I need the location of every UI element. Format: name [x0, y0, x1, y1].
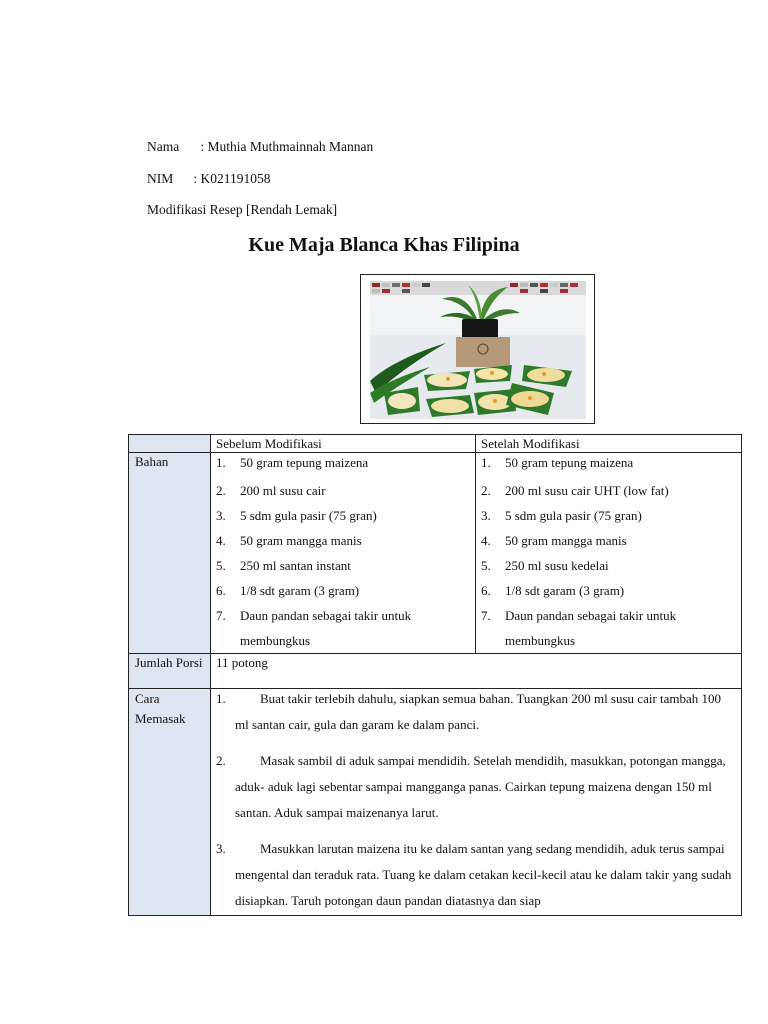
list-item: 2. Masak sambil di aduk sampai mendidih. Setelah mendidih, masukkan, potongan mangga, aduk- aduk lagi sebentar sampai mangganga panas. Cairkan tepung maizena dengan 150 ml santan. Aduk sampai maizenanya larut. — [216, 753, 726, 820]
list-item: 4. 50 gram mangga manis — [216, 533, 362, 548]
nim-line — [147, 171, 271, 187]
tile-backsplash — [370, 281, 586, 295]
page-title: Kue Maja Blanca Khas Filipina — [248, 234, 520, 256]
list-item: 2. 200 ml susu cair UHT (low fat) — [481, 483, 669, 498]
list-item: 1. 50 gram tepung maizena — [216, 455, 369, 470]
col-before-header: Sebelum Modifikasi — [211, 435, 476, 453]
card — [456, 337, 510, 367]
bahan-row — [129, 453, 742, 654]
porsi-row — [129, 654, 742, 689]
recipe-table — [128, 434, 742, 916]
list-item: 4. 50 gram mangga manis — [481, 533, 627, 548]
after-ingredients-cell — [476, 453, 742, 654]
nama-label: Nama — [147, 139, 180, 154]
cara-label: Cara Memasak — [129, 689, 211, 916]
modifikasi-line: Modifikasi Resep [Rendah Lemak] — [147, 202, 338, 217]
nama-value: : Muthia Muthmainnah Mannan — [200, 139, 374, 154]
col-after-header: Setelah Modifikasi — [476, 435, 742, 453]
table-header-row — [129, 435, 742, 453]
list-item: 2. 200 ml susu cair — [216, 483, 326, 498]
before-ingredients-cell — [211, 453, 476, 654]
list-item: 1. 50 gram tepung maizena — [481, 455, 634, 470]
list-item: 5. 250 ml susu kedelai — [481, 558, 609, 573]
bahan-label: Bahan — [129, 453, 211, 654]
porsi-label: Jumlah Porsi — [129, 654, 211, 689]
list-item: 6. 1/8 sdt garam (3 gram) — [481, 583, 625, 598]
cara-row — [129, 689, 742, 916]
list-item: 5. 250 ml santan instant — [216, 558, 351, 573]
porsi-value: 11 potong — [211, 654, 742, 689]
after-ingredients-list — [476, 453, 741, 653]
nama-line — [147, 139, 373, 155]
nim-value: : K021191058 — [193, 171, 271, 186]
recipe-photo — [370, 281, 586, 419]
before-ingredients-list — [211, 453, 475, 653]
steps-cell — [211, 689, 742, 916]
list-item: 7. Daun pandan sebagai takir untuk membungkus — [216, 608, 412, 648]
list-item: 1. Buat takir terlebih dahulu, siapkan semua bahan. Tuangkan 200 ml susu cair tambah 100 ml santan cair, gula dan garam ke dalam panci. — [216, 691, 722, 732]
list-item: 3. 5 sdm gula pasir (75 gran) — [216, 508, 377, 523]
nim-label: NIM — [147, 171, 174, 186]
list-item: 6. 1/8 sdt garam (3 gram) — [216, 583, 360, 598]
list-item: 3. Masukkan larutan maizena itu ke dalam santan yang sedang mendidih, aduk terus sampai mengental dan teraduk rata. Tuang ke dalam cetakan kecil-kecil atau ke dalam takir yang sudah disiapkan. Taruh potongan daun pandan diatasnya dan siap — [216, 841, 732, 908]
recipe-photo-frame — [360, 274, 595, 424]
list-item: 3. 5 sdm gula pasir (75 gran) — [481, 508, 642, 523]
header-empty-cell — [129, 435, 211, 453]
steps-list — [211, 689, 741, 914]
list-item: 7. Daun pandan sebagai takir untuk membungkus — [481, 608, 677, 648]
